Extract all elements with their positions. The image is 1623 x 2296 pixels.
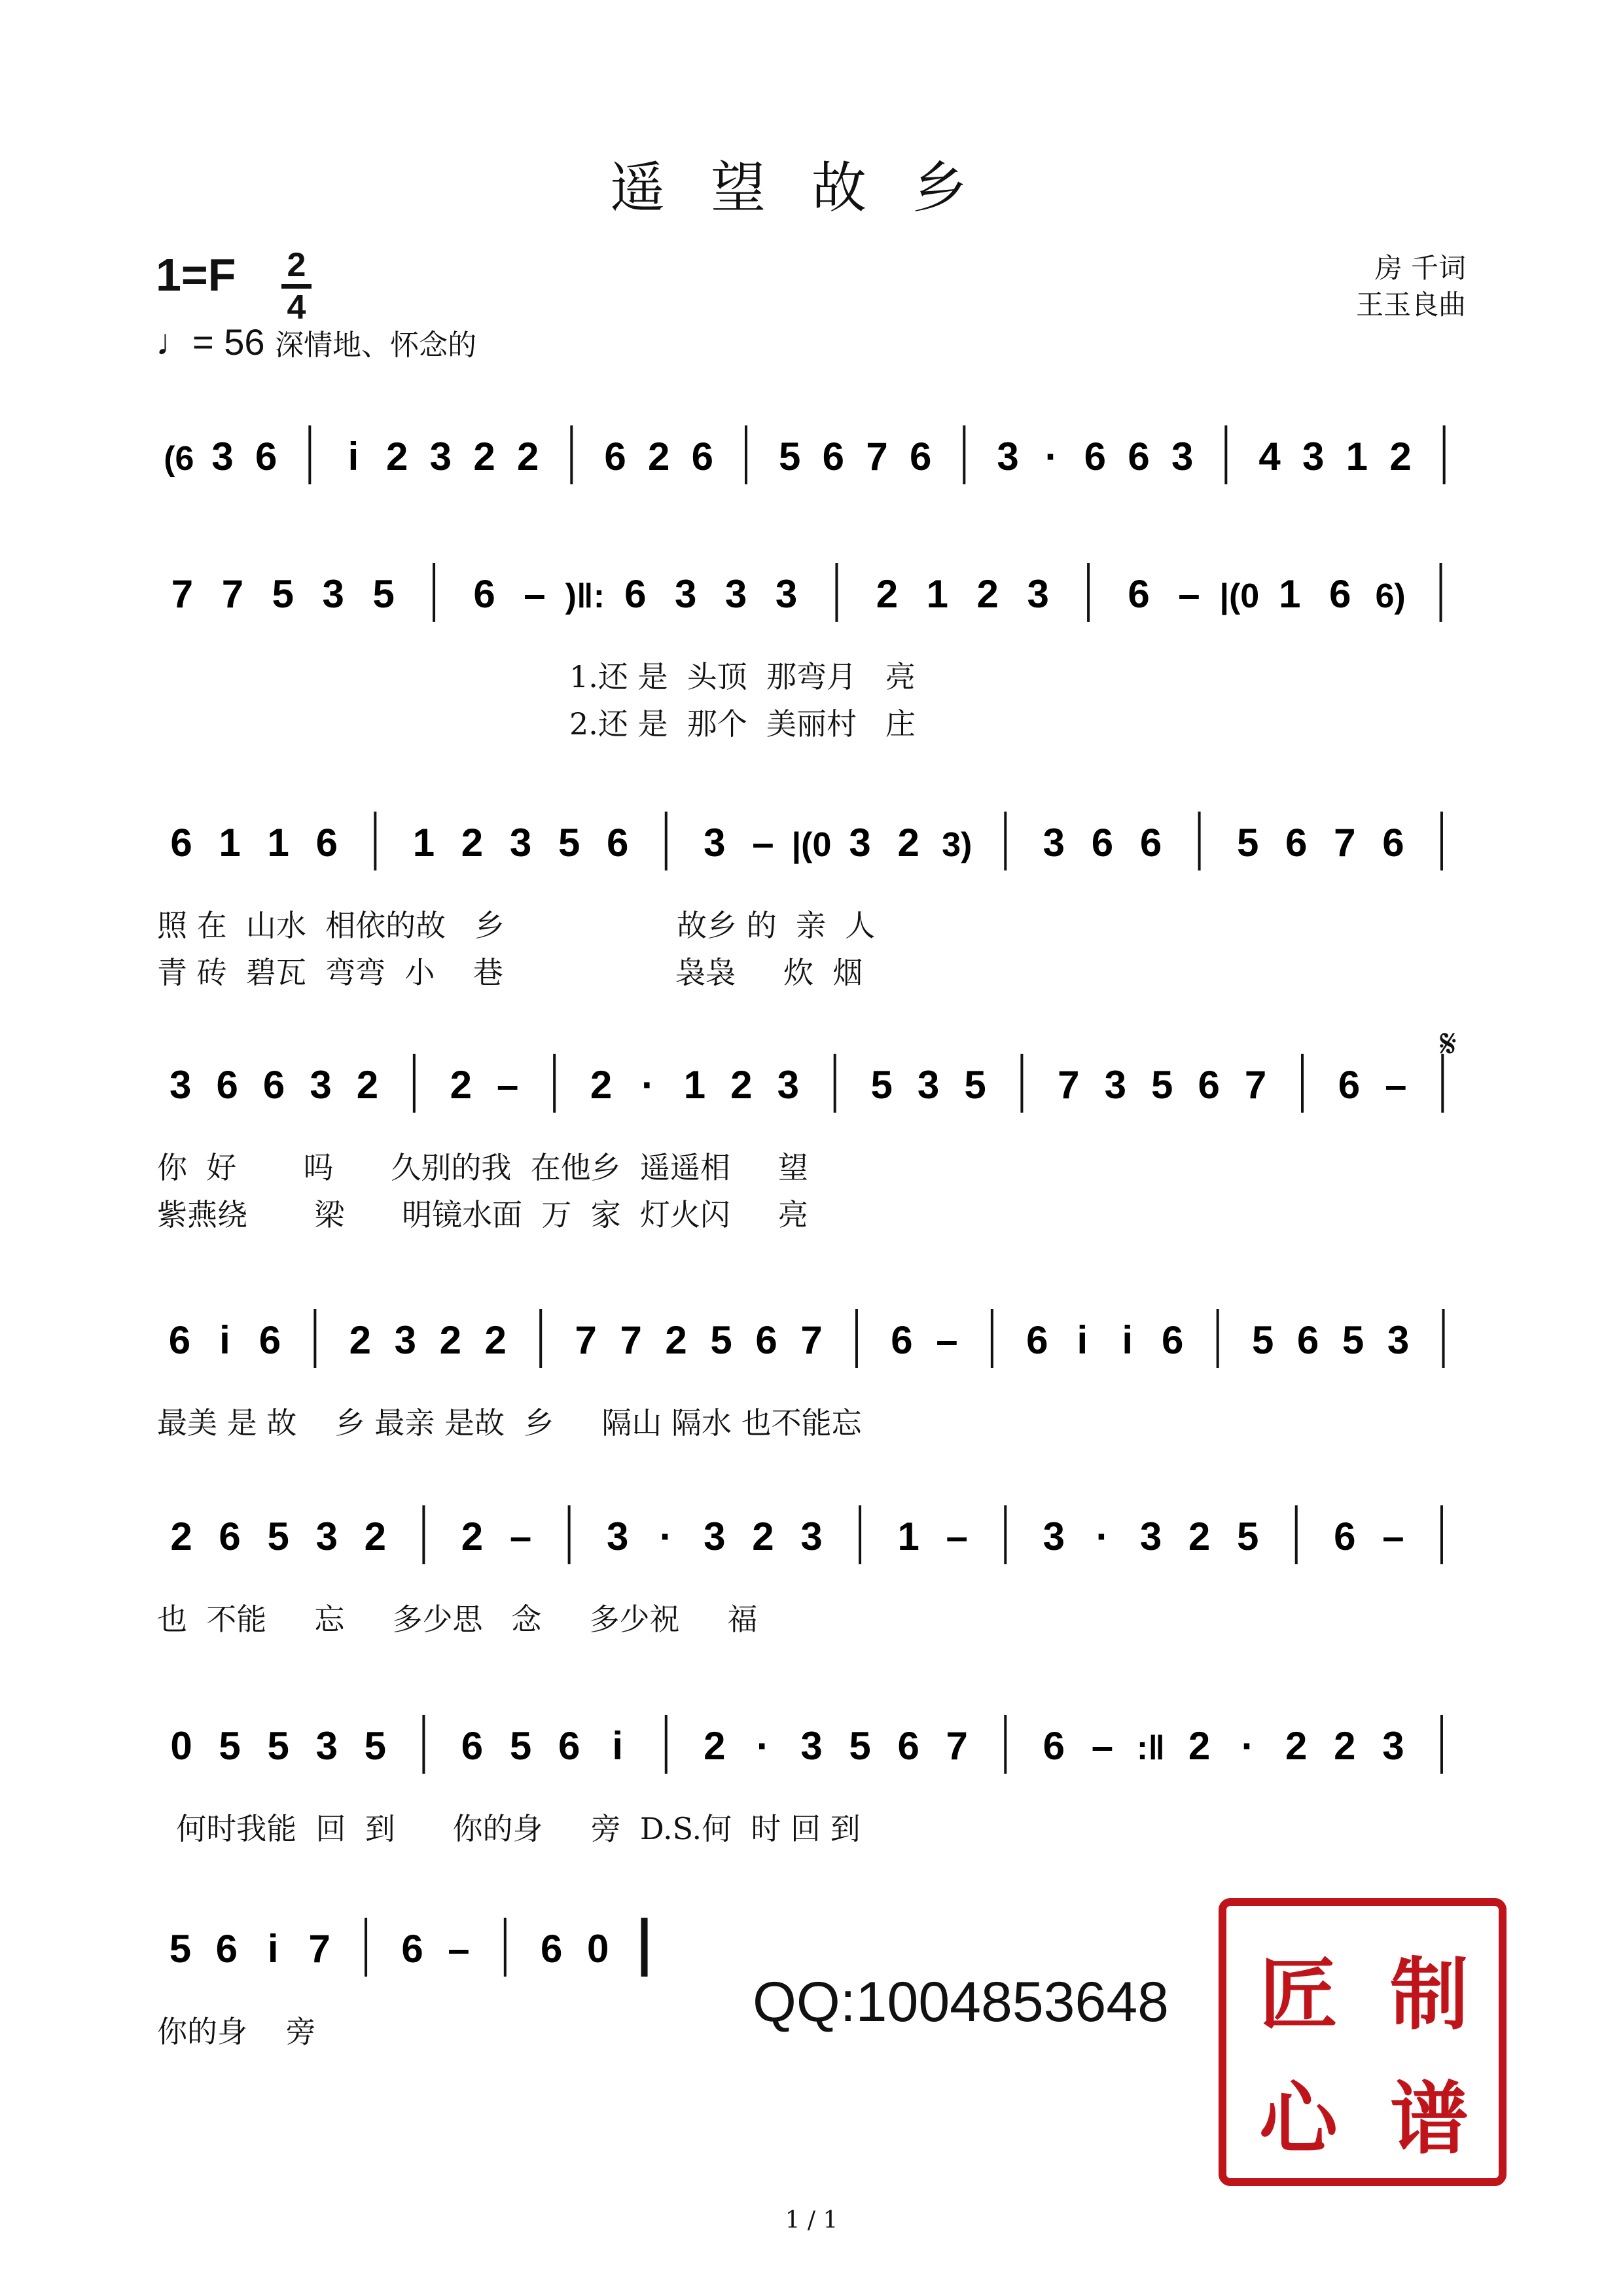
note: 6 bbox=[897, 1724, 919, 1768]
score-row bbox=[0, 1499, 1623, 1695]
note: 2 bbox=[170, 1515, 192, 1558]
key-signature: 1=F bbox=[156, 249, 236, 300]
note: – bbox=[1091, 1724, 1114, 1768]
note: 6 bbox=[909, 435, 932, 478]
seal-char: 匠 bbox=[1259, 1948, 1338, 2041]
note: 6 bbox=[1285, 821, 1308, 865]
note: 2 bbox=[665, 1318, 687, 1362]
note: · bbox=[756, 1724, 770, 1768]
note: 6 bbox=[1382, 821, 1404, 865]
lyric-line: 照 在 山水 相依的故 乡 故乡 的 亲 人 bbox=[157, 908, 876, 943]
note: 3 bbox=[1302, 435, 1325, 478]
note: 7 bbox=[1244, 1063, 1267, 1107]
meter-bar bbox=[281, 284, 312, 289]
note: 6 bbox=[891, 1318, 913, 1362]
seal-char: 制 bbox=[1390, 1948, 1469, 2041]
note: 6 bbox=[1128, 435, 1150, 478]
note: 6) bbox=[1375, 577, 1406, 615]
note: · bbox=[1241, 1724, 1255, 1768]
note: i bbox=[267, 1927, 279, 1971]
note: 6 bbox=[216, 1063, 238, 1107]
note: 3 bbox=[1043, 821, 1065, 865]
note: 1 bbox=[926, 572, 948, 616]
note: 0 bbox=[586, 1927, 609, 1971]
note: |(0 bbox=[791, 826, 832, 864]
note: 6 bbox=[624, 572, 647, 616]
note: 3 bbox=[429, 435, 452, 478]
note: 5 bbox=[1236, 1515, 1259, 1558]
note: – bbox=[946, 1515, 968, 1558]
note: 5 bbox=[509, 1724, 532, 1768]
note: 3 bbox=[775, 572, 798, 616]
lyric-line: 也 不能 忘 多少思 念 多少祝 福 bbox=[157, 1602, 758, 1637]
note: 6 bbox=[691, 435, 714, 478]
note: 7 bbox=[866, 435, 888, 478]
page-number: 1 / 1 bbox=[785, 2207, 838, 2234]
note: 6 bbox=[315, 821, 338, 865]
note: 6 bbox=[215, 1927, 238, 1971]
note: 5 bbox=[558, 821, 580, 865]
credits bbox=[1356, 250, 1466, 323]
note: 3 bbox=[724, 572, 747, 616]
note: 3 bbox=[322, 572, 344, 616]
note: |(0 bbox=[1219, 577, 1260, 615]
note: 6 bbox=[541, 1927, 563, 1971]
note: – bbox=[1178, 572, 1200, 616]
note: 5 bbox=[272, 572, 294, 616]
note: 6 bbox=[607, 821, 629, 865]
note: 2 bbox=[450, 1063, 472, 1107]
note: 0 bbox=[170, 1724, 192, 1768]
note: i bbox=[348, 435, 359, 478]
note: 2 bbox=[752, 1515, 774, 1558]
lyric-line: 最美 是 故 乡 最亲 是故 乡 隔山 隔水 也不能忘 bbox=[157, 1405, 862, 1441]
note: 6 bbox=[401, 1927, 423, 1971]
note: 2 bbox=[1188, 1724, 1211, 1768]
note: 5 bbox=[219, 1724, 241, 1768]
note: 2 bbox=[385, 435, 408, 478]
note: 5 bbox=[1151, 1063, 1173, 1107]
expression-text: 深情地、怀念的 bbox=[275, 329, 477, 362]
note: – bbox=[752, 821, 774, 865]
note: 3 bbox=[849, 821, 871, 865]
note: 2 bbox=[876, 572, 899, 616]
note: 6 bbox=[1329, 572, 1351, 616]
note: 4 bbox=[1258, 435, 1281, 478]
note: 2 bbox=[704, 1724, 726, 1768]
note: 6 bbox=[1162, 1318, 1184, 1362]
note: 3 bbox=[1027, 572, 1049, 616]
score-row bbox=[0, 1302, 1623, 1499]
note: · bbox=[1096, 1515, 1109, 1558]
note: 5 bbox=[372, 572, 395, 616]
note: 5 bbox=[267, 1724, 289, 1768]
segno-icon: 𝄋 bbox=[1440, 1021, 1457, 1067]
qq-contact: QQ:1004853648 bbox=[753, 1971, 1169, 2034]
note: 6 bbox=[255, 435, 277, 478]
note: 3 bbox=[997, 435, 1019, 478]
note: 6 bbox=[219, 1515, 241, 1558]
score-row bbox=[0, 1708, 1623, 1905]
note: 2 bbox=[1334, 1724, 1356, 1768]
note: 3 bbox=[704, 821, 726, 865]
note: 1 bbox=[219, 821, 241, 865]
note: 2 bbox=[1285, 1724, 1308, 1768]
note: 6 bbox=[170, 821, 192, 865]
note: 6 bbox=[822, 435, 845, 478]
note: 7 bbox=[946, 1724, 968, 1768]
note: 3 bbox=[509, 821, 532, 865]
note: 3 bbox=[394, 1318, 416, 1362]
note: – bbox=[524, 572, 546, 616]
note: :‖ bbox=[1136, 1729, 1166, 1767]
note: 3 bbox=[777, 1063, 799, 1107]
note: 2 bbox=[1389, 435, 1412, 478]
note: 3 bbox=[800, 1724, 823, 1768]
note: 1 bbox=[1279, 572, 1301, 616]
note: i bbox=[612, 1724, 624, 1768]
note: 6 bbox=[1091, 821, 1114, 865]
note: i bbox=[219, 1318, 230, 1362]
note: 3) bbox=[942, 826, 972, 864]
lyric-line: 1.还 是 头顶 那弯月 亮 bbox=[569, 659, 916, 694]
note: 1 bbox=[897, 1515, 919, 1558]
note: 3 bbox=[800, 1515, 823, 1558]
note: 5 bbox=[364, 1724, 387, 1768]
note: 6 bbox=[461, 1724, 484, 1768]
note: 5 bbox=[870, 1063, 893, 1107]
note: 3 bbox=[169, 1063, 192, 1107]
note: 2 bbox=[730, 1063, 753, 1107]
note: 2 bbox=[1188, 1515, 1211, 1558]
lyric-line: 紫燕绕 梁 明镜水面 万 家 灯火闪 亮 bbox=[157, 1197, 808, 1232]
composer: 王玉良曲 bbox=[1355, 289, 1466, 321]
note: i bbox=[1122, 1318, 1133, 1362]
score-row bbox=[0, 1047, 1623, 1244]
song-title: 遥望故乡 bbox=[609, 156, 1013, 220]
note: 5 bbox=[1251, 1318, 1274, 1362]
note: 6 bbox=[1084, 435, 1107, 478]
note: 3 bbox=[211, 435, 234, 478]
note: 3 bbox=[1139, 1515, 1162, 1558]
note: 3 bbox=[704, 1515, 726, 1558]
note: 6 bbox=[1043, 1724, 1065, 1768]
note: 6 bbox=[1026, 1318, 1048, 1362]
note: 2 bbox=[976, 572, 999, 616]
quarter-note-icon: ♩ bbox=[156, 321, 192, 363]
score-row bbox=[0, 805, 1623, 1001]
note: (6 bbox=[164, 440, 194, 478]
note: 6 bbox=[755, 1318, 777, 1362]
note: 3 bbox=[315, 1724, 338, 1768]
note: 5 bbox=[169, 1927, 192, 1971]
note: 3 bbox=[1387, 1318, 1410, 1362]
note: 6 bbox=[473, 572, 495, 616]
note: 6 bbox=[1128, 572, 1150, 616]
note: 1 bbox=[1346, 435, 1368, 478]
note: 6 bbox=[604, 435, 626, 478]
note: 2 bbox=[461, 821, 484, 865]
score-row bbox=[0, 556, 1623, 753]
lyric-line: 你的身 旁 bbox=[157, 2014, 316, 2049]
note: 5 bbox=[778, 435, 801, 478]
note: 3 bbox=[1382, 1724, 1404, 1768]
note: 7 bbox=[171, 572, 194, 616]
note: 6 bbox=[1296, 1318, 1319, 1362]
note: 2 bbox=[439, 1318, 461, 1362]
note: 2 bbox=[484, 1318, 507, 1362]
note: 3 bbox=[310, 1063, 332, 1107]
note: 3 bbox=[917, 1063, 940, 1107]
note: – bbox=[509, 1515, 532, 1558]
note: 5 bbox=[1236, 821, 1259, 865]
time-signature bbox=[281, 247, 312, 325]
seal-stamp bbox=[1219, 1898, 1507, 2186]
note: 3 bbox=[607, 1515, 629, 1558]
note: · bbox=[1044, 435, 1058, 478]
note: 6 bbox=[1334, 1515, 1356, 1558]
lyricist: 房 千词 bbox=[1374, 252, 1466, 284]
note: 7 bbox=[575, 1318, 597, 1362]
note: 5 bbox=[849, 1724, 871, 1768]
note: 2 bbox=[590, 1063, 613, 1107]
note: 3 bbox=[1043, 1515, 1065, 1558]
note: 2 bbox=[461, 1515, 484, 1558]
note: 6 bbox=[558, 1724, 580, 1768]
seal-char: 谱 bbox=[1390, 2073, 1469, 2165]
note: 5 bbox=[710, 1318, 732, 1362]
note: 6 bbox=[1338, 1063, 1361, 1107]
note: – bbox=[1385, 1063, 1407, 1107]
note: 3 bbox=[1104, 1063, 1126, 1107]
note: 7 bbox=[1334, 821, 1356, 865]
note: 1 bbox=[267, 821, 289, 865]
note: 1 bbox=[683, 1063, 706, 1107]
note: 2 bbox=[473, 435, 495, 478]
note: – bbox=[1382, 1515, 1404, 1558]
note: 1 bbox=[412, 821, 435, 865]
lyric-line: 2.还 是 那个 美丽村 庄 bbox=[569, 706, 916, 742]
note: · bbox=[659, 1515, 673, 1558]
note: 6 bbox=[1198, 1063, 1220, 1107]
tempo-marking bbox=[156, 321, 476, 363]
note: 6 bbox=[1139, 821, 1162, 865]
note: – bbox=[448, 1927, 470, 1971]
note: 2 bbox=[364, 1515, 387, 1558]
note: 2 bbox=[897, 821, 919, 865]
note: 7 bbox=[221, 572, 244, 616]
note: 3 bbox=[1171, 435, 1194, 478]
note: – bbox=[497, 1063, 519, 1107]
lyric-line: 你 好 吗 久别的我 在他乡 遥遥相 望 bbox=[157, 1150, 808, 1185]
note: 3 bbox=[315, 1515, 338, 1558]
note: 7 bbox=[620, 1318, 642, 1362]
note: )‖: bbox=[565, 577, 605, 615]
note: 6 bbox=[262, 1063, 285, 1107]
note: 6 bbox=[168, 1318, 191, 1362]
note: 5 bbox=[964, 1063, 986, 1107]
note: 5 bbox=[267, 1515, 289, 1558]
lyric-line: 青 砖 碧瓦 弯弯 小 巷 袅袅 炊 烟 bbox=[157, 955, 863, 990]
note: 2 bbox=[647, 435, 670, 478]
note: 7 bbox=[800, 1318, 823, 1362]
lyric-line: 何时我能 回 到 你的身 旁 D.S.何 时 回 到 bbox=[157, 1811, 861, 1846]
note: 7 bbox=[308, 1927, 330, 1971]
meter-bottom: 4 bbox=[287, 289, 306, 327]
meter-top: 2 bbox=[287, 246, 306, 284]
note: i bbox=[1077, 1318, 1088, 1362]
note: · bbox=[641, 1063, 654, 1107]
note: 7 bbox=[1058, 1063, 1080, 1107]
note: 2 bbox=[516, 435, 539, 478]
note: – bbox=[936, 1318, 958, 1362]
note: 2 bbox=[349, 1318, 372, 1362]
note: 2 bbox=[356, 1063, 379, 1107]
note: 5 bbox=[1342, 1318, 1364, 1362]
note: 3 bbox=[675, 572, 697, 616]
note: 6 bbox=[259, 1318, 281, 1362]
tempo-value: = 56 bbox=[192, 321, 265, 363]
seal-char: 心 bbox=[1259, 2073, 1338, 2165]
